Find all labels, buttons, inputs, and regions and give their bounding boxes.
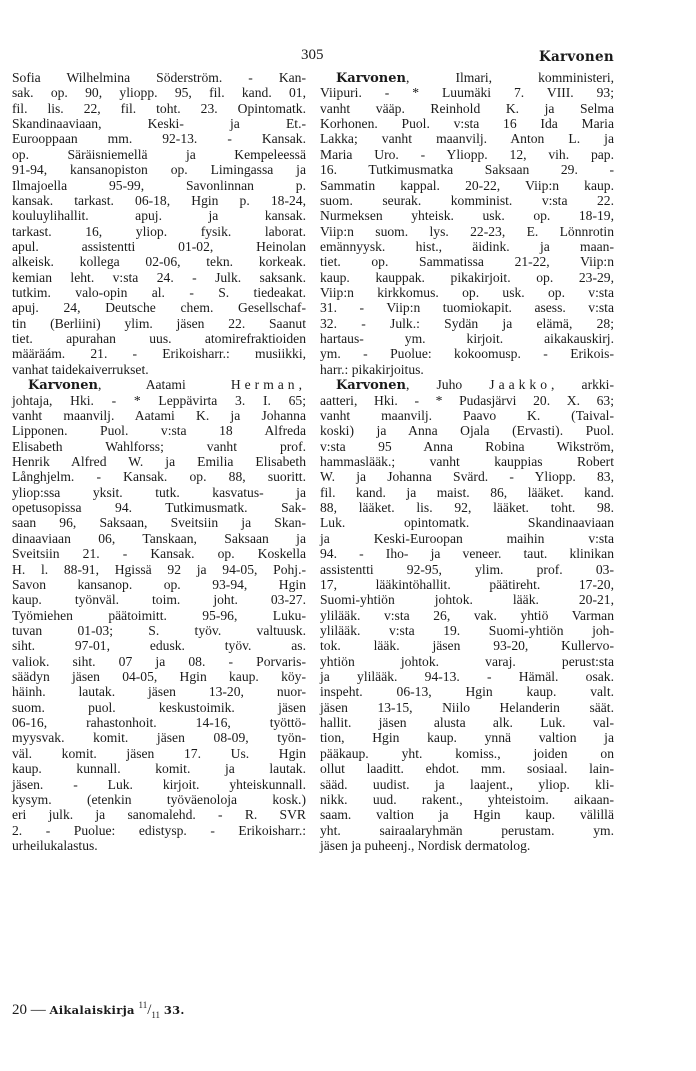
text-line: ollut laaditt. ehdot. mm. sosiaal. lain- <box>320 761 614 777</box>
text-line: määräám. 21. - Erikoisharr.: musiikki, <box>12 346 306 362</box>
text-line: sääd. uudist. ja laajent., yliop. kli- <box>320 776 614 792</box>
text-line: kaup. kunnall. komit. ja lautak. <box>12 761 306 777</box>
text-line: vanhat taidekaiverrukset. <box>12 361 149 377</box>
entry-heading-line <box>12 377 306 392</box>
text-line: aatteri, Hki. - * Pudasjärvi 20. X. 63; <box>320 392 614 408</box>
text-line: saam. valtion ja Hgin kaup. välillä <box>320 807 614 823</box>
text-line: Luk. opintomatk. Skandinaaviaan <box>320 515 614 531</box>
entry-heading-line <box>320 377 614 392</box>
entry-spaced-name: Herman, <box>230 377 306 393</box>
text-line: alkeisk. kollega 02-06, tekn. korkeak. <box>12 254 306 270</box>
text-line: 06-16, rahastonhoit. 14-16, työttö- <box>12 715 306 731</box>
text-line: 16. Tutkimusmatka Saksaan 29. - <box>320 162 614 178</box>
text-line: kemian leht. v:sta 24. - Julk. saksank. <box>12 269 306 285</box>
text-line: apul. assistentti 01-02, Heinolan <box>12 238 306 254</box>
text-line: emännyysk. hist., äidink. ja maan- <box>320 238 614 254</box>
text-line: 91-94, kansanopiston op. Limingassa ja <box>12 162 306 178</box>
text-line: hartaus- ym. kirjoit. aikakauskirj. <box>320 331 614 347</box>
text-line: 31. - Viip:n tuomiokapit. asess. v:sta <box>320 300 614 316</box>
text-line: 32. - Julk.: Sydän ja elämä, 28; <box>320 315 614 331</box>
text-line: opetusopissa 94. Tutkimusmatk. Sak- <box>12 500 306 516</box>
text-line: 88, lääket. lis. 92, lääket. toht. 98. <box>320 500 614 516</box>
entry-given-name: , Ilmari, komministeri, <box>405 70 614 85</box>
text-line: apuj. 24, Deutsche chem. Gesellschaf- <box>12 300 306 316</box>
text-line: 94. - Iho- ja veneer. taut. klinikan <box>320 546 614 562</box>
text-line: hammaslääk.; vanht kauppias Robert <box>320 453 614 469</box>
text-line: vanht maanvilj. Paavo K. (Taival- <box>320 407 614 423</box>
text-line: fil. lis. 22, fil. toht. 23. Opintomatk. <box>12 100 306 116</box>
entry-occupation: , arkki- <box>551 377 614 393</box>
text-line: Sveitsiin 21. - Kansak. op. Koskella <box>12 546 306 562</box>
text-line: jäsen. - Luk. kirjoit. yhteiskunnall. <box>12 776 306 792</box>
running-head: Karvonen <box>538 49 614 65</box>
entry-surname: Karvonen <box>336 378 406 394</box>
text-line: siht. 97-01, edusk. työv. as. <box>12 638 306 654</box>
text-line: Sofia Wilhelmina Söderström. - Kan- <box>12 70 306 85</box>
text-line: Viipuri. - * Luumäki 7. VIII. 93; <box>320 85 614 101</box>
entry-surname: Karvonen <box>28 378 98 394</box>
entry-given-name: , Aatami <box>97 377 231 393</box>
text-line: yliop:ssa yksit. tutk. kasvatus- ja <box>12 484 306 500</box>
text-line: Sammatin kappal. 20-22, Viip:n kaup. <box>320 177 614 193</box>
text-line: saan 96, Saksaan, Sveitsiin ja Skan- <box>12 515 306 531</box>
text-line: nikk. uud. rakent., yhteistoim. aikaan- <box>320 791 614 807</box>
fraction-numerator: 11 <box>138 1000 148 1010</box>
text-line: johtaja, Hki. - * Leppävirta 3. I. 65; <box>12 392 306 408</box>
text-line: kaup. työnväl. toim. joht. 03-27. <box>12 592 306 608</box>
text-line: Korhonen. Puol. v:sta 16 Ida Maria <box>320 116 614 132</box>
text-line: ylilääk. v:sta 26, vak. yhtiö Varman <box>320 607 614 623</box>
text-line: dinaaviaan 06, Tanskaan, Saksaan ja <box>12 530 306 546</box>
text-line: vanht maanvilj. Aatami K. ja Johanna <box>12 407 306 423</box>
text-line: väl. komit. jäsen 17. Us. Hgin <box>12 745 306 761</box>
text-line: assistentti 92-95, ylim. prof. 03- <box>320 561 614 577</box>
text-line: pääkaup. yht. komiss., joiden on <box>320 745 614 761</box>
text-line: ja ylilääk. 94-13. - Hämäl. osak. <box>320 669 614 685</box>
text-line: Viip:n suom. lys. 22-23, E. Lönnrotin <box>320 223 614 239</box>
text-line: jäsen ja puheenj., Nordisk dermatolog. <box>320 837 531 853</box>
text-line: kansak. tarkast. 06-18, Hgin p. 18-24, <box>12 192 306 208</box>
text-line: eri julk. ja sanomalehd. - R. SVR <box>12 807 306 823</box>
signature-title: Aikalaiskirja <box>49 1003 135 1017</box>
entry-given-name: , Juho <box>405 377 490 393</box>
fraction-denominator: 11 <box>151 1010 161 1020</box>
text-line: kouluylihallit. apuj. ja kansak. <box>12 208 306 224</box>
text-line: tiet. apurahan uus. atomirefraktioiden <box>12 331 306 347</box>
text-line: valiok. siht. 07 ja 08. - Porvaris- <box>12 653 306 669</box>
text-line: ja Keski-Euroopan maihin v:sta <box>320 530 614 546</box>
text-line: yht. sairaalaryhmän perustam. ym. <box>320 822 614 838</box>
text-line: Työmiehen päätoimitt. 95-96, Luku- <box>12 607 306 623</box>
text-line: kaup. kauppak. pikakirjoit. op. 23-29, <box>320 269 614 285</box>
right-column <box>320 70 614 853</box>
page-number: 305 <box>301 47 324 63</box>
text-line: Suomi-yhtiön johtok. lääk. 20-21, <box>320 592 614 608</box>
signature-year: 33. <box>163 1003 185 1017</box>
text-line: ylilääk. v:sta 19. Suomi-yhtiön joh- <box>320 622 614 638</box>
text-line: urheilukalastus. <box>12 837 98 853</box>
text-line: kysym. (etenkin työväenoloja kosk.) <box>12 791 306 807</box>
text-line: Lakka; vanht maanvilj. Anton L. ja <box>320 131 614 147</box>
text-line: Savon kansanop. op. 93-94, Hgin <box>12 576 306 592</box>
text-line: 2. - Puolue: edistysp. - Erikoisharr.: <box>12 822 306 838</box>
text-line: Lipponen. Puol. v:sta 18 Alfreda <box>12 423 306 439</box>
text-line: 17, lääkintöhallit. päätireht. 17-20, <box>320 576 614 592</box>
text-line: H. l. 88-91, Hgissä 92 ja 94-05, Pohj.- <box>12 561 306 577</box>
text-line: vanht vääp. Reinhold K. ja Selma <box>320 100 614 116</box>
text-line: Viip:n kirkkomus. op. usk. op. v:sta <box>320 285 614 301</box>
text-line: myysvak. komit. jäsen 08-09, työn- <box>12 730 306 746</box>
text-line: W. ja Johanna Svärd. - Yliopp. 83, <box>320 469 614 485</box>
text-line: Elisabeth Wahlforss; vanht prof. <box>12 438 306 454</box>
text-line: tiet. op. Sammatissa 21-22, Viip:n <box>320 254 614 270</box>
text-line: sak. op. 90, yliopp. 95, fil. kand. 01, <box>12 85 306 101</box>
text-line: Ilmajoella 95-99, Savonlinnan p. <box>12 177 306 193</box>
text-line: ym. - Puolue: kokoomusp. - Erikois- <box>320 346 614 362</box>
text-line: Maria Uro. - Yliopp. 12, vih. pap. <box>320 146 614 162</box>
text-line: Henrik Alfred W. ja Emilia Elisabeth <box>12 453 306 469</box>
text-line: tutkim. valo-opin al. - S. tiedeakat. <box>12 285 306 301</box>
text-line: häinh. lautak. jäsen 13-20, nuor- <box>12 684 306 700</box>
text-line: koski) ja Anna Ojala (Ervasti). Puol. <box>320 423 614 439</box>
text-line: harr.: pikakirjoitus. <box>320 361 424 377</box>
text-line: tok. lääk. jäsen 93-20, Kullervo- <box>320 638 614 654</box>
signature-dash: — <box>30 1002 46 1018</box>
text-line: v:sta 95 Anna Robina Wikström, <box>320 438 614 454</box>
signature-number: 20 <box>12 1002 27 1018</box>
text-line: jäsen 13-15, Niilo Helanderin säät. <box>320 699 614 715</box>
text-line: Skandinaaviaan, Keski- ja Et.- <box>12 116 306 132</box>
text-line: tion, Hgin kaup. ynnä valtion ja <box>320 730 614 746</box>
entry-spaced-name: Jaakko <box>489 377 552 393</box>
text-line: op. Säräisniemellä ja Kempeleessä <box>12 146 306 162</box>
text-line: suom. puol. keskustoimik. jäsen <box>12 699 306 715</box>
text-line: Eurooppaan mm. 92-13. - Kansak. <box>12 131 306 147</box>
entry-surname: Karvonen <box>336 71 406 86</box>
text-line: Nurmeksen yhteisk. usk. op. 18-19, <box>320 208 614 224</box>
text-line: tarkast. 16, yliop. fysik. laborat. <box>12 223 306 239</box>
text-line: yhtiön johtok. varaj. perust:sta <box>320 653 614 669</box>
footer-signature: 20 — Aikalaiskirja $^{11}/_{11}$ 33. <box>12 1000 185 1020</box>
text-line: tuvan 01-03; S. työv. valtuusk. <box>12 622 306 638</box>
text-line: inspeht. 06-13, Hgin kaup. valt. <box>320 684 614 700</box>
text-line: säädyn jäsen 04-05, Hgin kaup. köy- <box>12 669 306 685</box>
text-line: hallit. jäsen alusta alk. Luk. val- <box>320 715 614 731</box>
entry-heading-line <box>320 70 614 85</box>
text-line: Långhjelm. - Kansak. op. 88, suoritt. <box>12 469 306 485</box>
text-line: tin (Berliini) ylim. jäsen 22. Saanut <box>12 315 306 331</box>
text-line: suom. seurak. komminist. v:sta 22. <box>320 192 614 208</box>
text-line: fil. kand. ja maist. 86, lääket. kand. <box>320 484 614 500</box>
left-column <box>12 70 306 853</box>
